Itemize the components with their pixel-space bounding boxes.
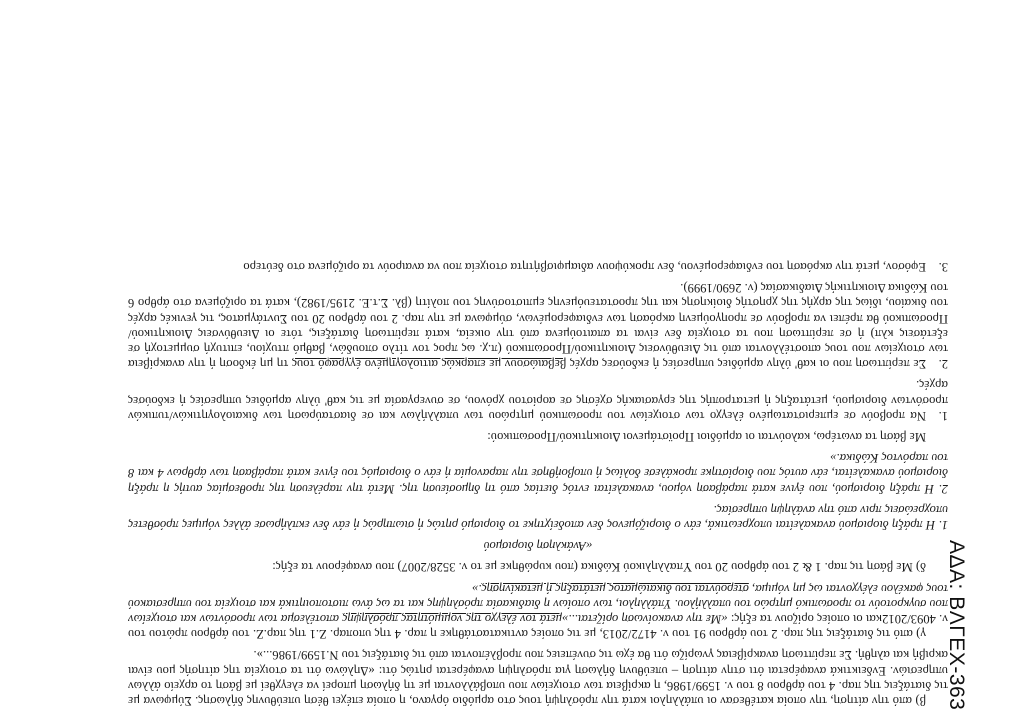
paragraph-d: δ) Με βάση τις παρ. 1 & 2 του άρθρου 20 του Υπαλληλικού Κώδικα (που κυρώθηκε με το ν. 3528/2007) που αναφέρουν τα εξής:: [272, 560, 926, 575]
paragraph-g-quote-a: «Με την ανακοίνωση ορίζεται...»: [562, 611, 728, 626]
paragraph-g: [128, 580, 948, 641]
list-item-2-number: 2.: [938, 357, 948, 372]
paragraph-g-quote-b: αποτέλεσμα των προσόντων και στοιχείων που συγκροτούν το προσωπικό μητρώο του υπαλλήλου. Υπάλληλοι, των οποίων η διαδικασία πρόσληψης και τα ως άνω πιστοποιητικά και στοιχεία του υπηρεσιακού τους φακέλου ελέγχονται ως μη νόμιμα,: [128, 581, 948, 626]
quote-heading: «Ανάκληση διορισμού: [483, 539, 593, 554]
paragraph-g-underline-1: μετά τον έλεγχο της νομιμότητας πρόσληψης: [342, 611, 562, 626]
list-item-2: [128, 280, 948, 371]
call-to-managers: Με βάση τα ανωτέρω, καλούνται οι αρμόδιοι Προϊστάμενοι Διοικητικού/Προσωπικού:: [487, 429, 926, 444]
list-item-1-text: Να προβούν σε εμπεριστατωμένο έλεγχο των στοιχείων του προσωπικού μητρώου των υπαλλήλων και σε διασταύρωση των δικαιολογητικών/τυπικών προσόντων διορισμού, μετάταξης ή μετατροπής της εργασιακής σχέσης σε αορίστου χρόνου, σε συνεργασία με τις καθ' ύλην αρμόδιες υπηρεσίες ή εκδούσες αρχές.: [128, 378, 948, 423]
list-item-3-number: 3.: [938, 259, 948, 274]
document-ada-code: ΑΔΑ: ΒΛΓΕΧ-363: [945, 540, 968, 711]
list-item-1: [128, 377, 948, 423]
paragraph-g-intro: γ) από τις διατάξεις της παρ. 2 του άρθρου 91 του ν. 4172/2013, με τις οποίες αντικαταστάθηκε η παρ. 4 της υποπαρ. Ζ.1 της παρ.Ζ. του άρθρου πρώτου του ν. 4093/2012και οι οποίες ορίζουν τα εξής:: [128, 611, 948, 642]
paragraph-b: β) από την αίτηση, την οποία κατέθεσαν οι υπάλληλοι κατά την πρόσληψή τους στο αρμόδιο όργανο, η οποία επέχει θέση υπεύθυνης δήλωσης. Σύμφωνα με τις διατάξεις της παρ. 4 του άρθρου 8 του ν. 1599/1986, η ακρίβεια των στοιχείων που υποβάλλονται με τη δήλωση μπορεί να ελεγχθεί με βάση το αρχείο άλλων υπηρεσιών. Ενδεικτικά αναφέρεται ότι στην αίτηση – υπεύθυνη δήλωση για πρόσληψη αναφέρεται ρητώς ότι: «Δηλώνω ότι τα στοιχεία της αίτησής μου είναι ακριβή και αληθή. Σε περίπτωση ανακρίβειας γνωρίζω ότι θα έχω τις συνέπειες που προβλέπονται από τις διατάξεις του Ν.1599/1986...».: [128, 648, 948, 708]
list-item-1-number: 1.: [938, 408, 948, 423]
paragraph-g-quote-end: .»: [472, 581, 482, 596]
list-item-2-text-pre: Σε περίπτωση που οι καθ' ύλην αρμόδιες υπηρεσίες ή εκδούσες αρχές: [566, 357, 926, 372]
list-item-2-text-post: τη μη έκδοση ή την ανακρίβεια των στοιχείων που τους αποστέλλονται από τις Διευθύνσεις Διοικητικού/Προσωπικού (π.χ. ως προς τον τίτλο σπουδών, βαθμό πτυχίου, επιτυχή συμμετοχή σε εξετάσεις κλπ) ή σε περίπτωση που τα στοιχεία δεν είναι τα απαιτούμενα από την οικεία, κατά περίπτωση διατάξεις, τότε οι Διευθύνσεις Διοικητικού/Προσωπικού θα πρέπει να προβούν σε προηγούμενη ακρόαση των ενδιαφερομένων, σύμφωνα με την παρ. 2 του άρθρου 20 του Συντάγματος, τις γενικές αρχές του δικαίου, ιδίως της αρχής της χρηστής διοίκησης και της προστατευόμενης εμπιστοσύνης του πολίτη (βλ. Σ.τ.Ε. 2195/1982), κατά τα οριζόμενα στο άρθρο 6 του Κώδικα Διοικητικής Διαδικασίας (ν. 2690/1999).: [128, 281, 948, 372]
quote-paragraph-2: 2. Η πράξη διορισμού, που έγινε κατά παράβαση νόμου, ανακαλείται εντός διετίας από τη δημοσίευση της. Μετά την παρέλευση της προθεσμίας αυτής η πράξη διορισμού ανακαλείται, εάν αυτός που διορίστηκε προκάλεσε δολίως ή υποβοήθησε την παρανομία ή εάν ο διορισμός του έγινε κατά παράβαση των άρθρων 4 και 8 του παρόντος Κώδικα.»: [128, 451, 948, 496]
document-body: [128, 18, 948, 708]
list-item-3: [128, 259, 948, 274]
list-item-3-text: Εφόσον, μετά την ακρόαση του ενδιαφερομένου, δεν προκύψουν αδιαμφισβήτητα στοιχεία που να αναιρούν τα οριζόμενα στο δεύτερο: [243, 259, 926, 274]
paragraph-g-underline-2: στερούνται του δικαιώματος μετάταξης ή μετακίνησης: [481, 581, 749, 596]
quote-paragraph-1: 1. Η πράξη διορισμού ανακαλείται υποχρεωτικά, εάν ο διοριζόμενος δεν αποδείχτηκε το διορισμό ρητώς ή σιωπηρώς ή εάν δεν εκπλήρωσε άλλες νόμιμες πρόσθετες υποχρεώσεις πριν από την ανάληψη υπηρεσίας.: [128, 502, 948, 532]
list-item-2-underline: βεβαιώσουν με επαρκώς αιτιολογημένο έγγραφό τους: [292, 357, 567, 372]
